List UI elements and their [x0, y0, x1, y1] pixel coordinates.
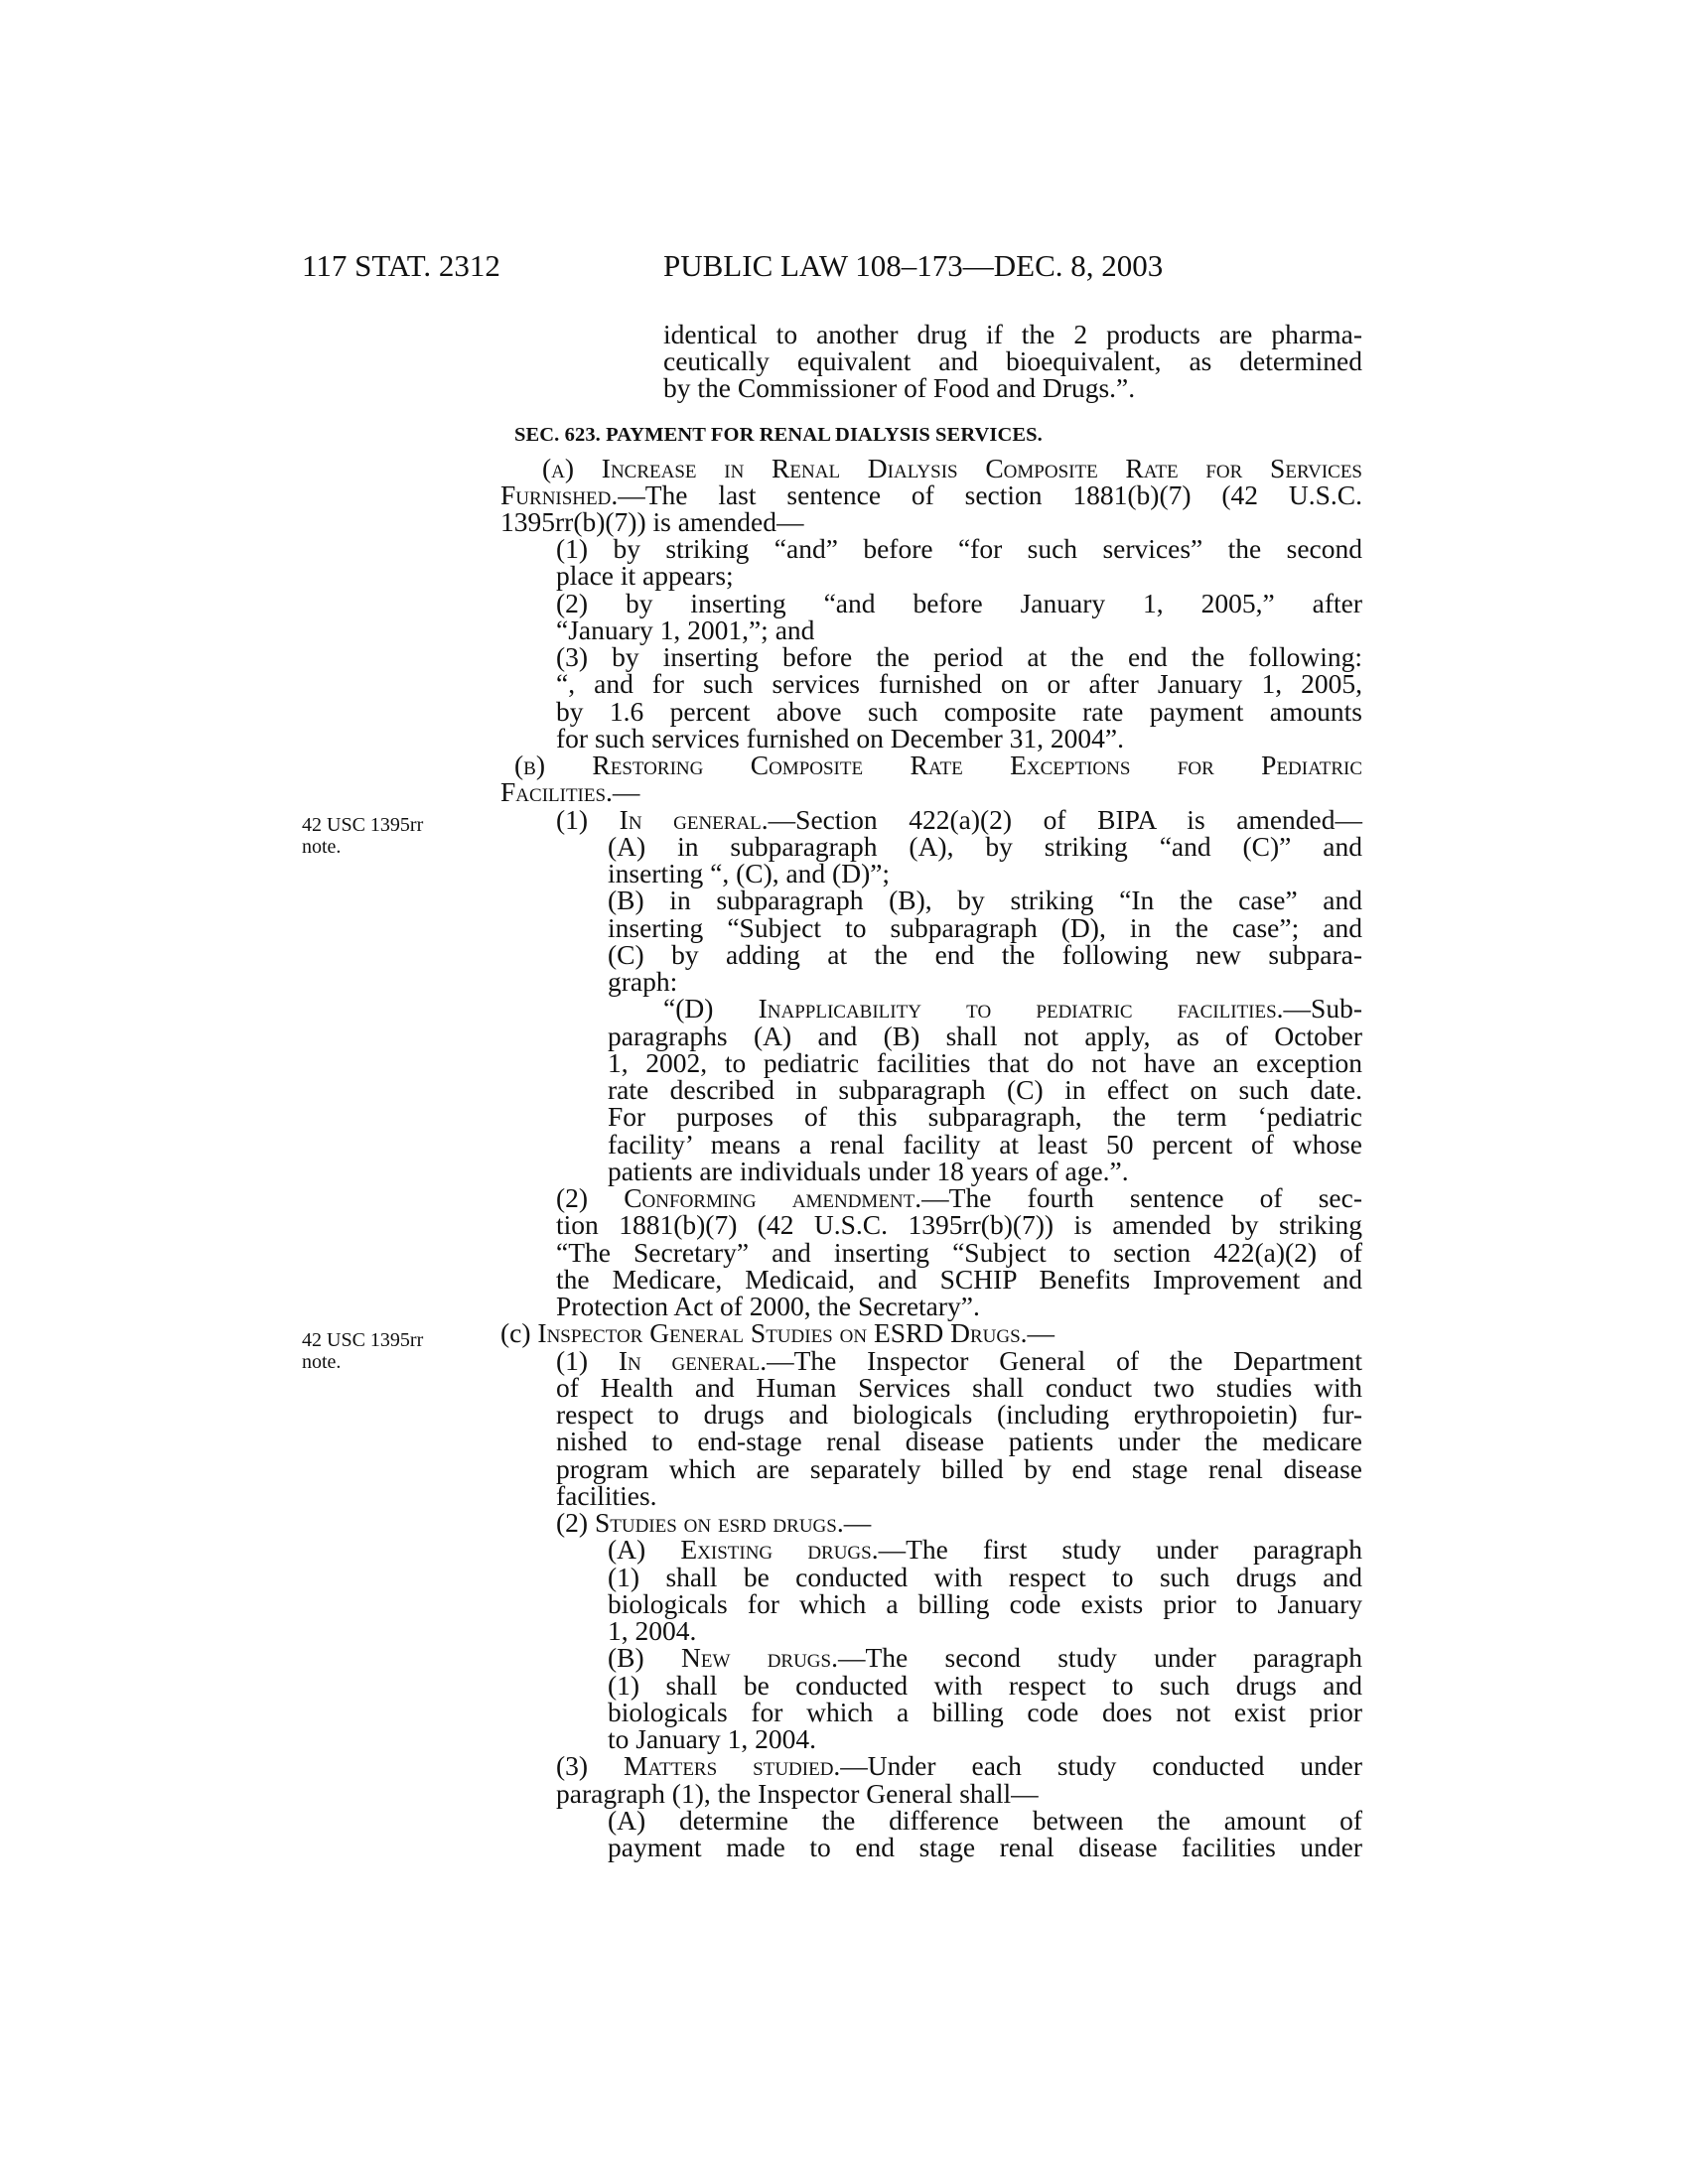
- subsection-b-heading-cont: Facilities.—: [500, 776, 640, 807]
- caption: Inspector General Studies on: [537, 1317, 874, 1348]
- text-line: (1) shall be conducted with respect to such drugs and: [608, 1562, 1362, 1592]
- text-line: ceutically equivalent and bioequivalent, as determined: [663, 345, 1362, 376]
- subsection-b-heading: (b) Restoring Composite Rate Exceptions for Pediatric: [514, 750, 1362, 780]
- caption: Studies on esrd drugs.—: [594, 1507, 872, 1538]
- section-heading: SEC. 623. PAYMENT FOR RENAL DIALYSIS SERVICES.: [514, 424, 1043, 446]
- text-line: (B) in subparagraph (B), by striking “In the case” and: [608, 885, 1362, 915]
- margin-note-code: 42 USC 1395rr: [302, 1329, 424, 1351]
- text-line: (2) by inserting “and before January 1, 2005,” after: [556, 588, 1362, 618]
- text-line: facility’ means a renal facility at least 50 percent of whose: [608, 1129, 1362, 1160]
- text-line: nished to end-stage renal disease patients under the medicare: [556, 1426, 1362, 1456]
- text-line: “The Secretary” and inserting “Subject to section 422(a)(2) of: [556, 1237, 1362, 1268]
- caption: New drugs.: [680, 1642, 838, 1673]
- text-line: rate described in subparagraph (C) in effect on such date.: [608, 1074, 1362, 1105]
- law-title: PUBLIC LAW 108–173—DEC. 8, 2003: [663, 248, 1164, 283]
- enum: (2): [556, 1507, 595, 1538]
- text-line: the Medicare, Medicaid, and SCHIP Benefits Improvement and: [556, 1264, 1362, 1295]
- text-line: inserting “Subject to subparagraph (D), in the case”; and: [608, 912, 1362, 943]
- text-line: biologicals for which a billing code does not exist prior: [608, 1697, 1362, 1727]
- caption: Drugs.—: [943, 1317, 1055, 1348]
- text-line: paragraphs (A) and (B) shall not apply, as of October: [608, 1021, 1362, 1051]
- margin-note-code: 42 USC 1395rr: [302, 814, 424, 836]
- text-line: [500, 481, 1362, 509]
- enum: (2): [556, 1182, 625, 1213]
- text-line: by the Commissioner of Food and Drugs.”.: [663, 372, 1136, 403]
- text-line: “, and for such services furnished on or after January 1, 2005,: [556, 668, 1362, 699]
- text-run: —Sub-: [1283, 993, 1362, 1024]
- text-line: of Health and Human Services shall conduct two studies with: [556, 1372, 1362, 1403]
- text-line: biologicals for which a billing code exists prior to January: [608, 1588, 1362, 1619]
- text-line: 1, 2002, to pediatric facilities that do not have an exception: [608, 1047, 1362, 1078]
- text-line: respect to drugs and biologicals (including erythropoietin) fur-: [556, 1399, 1362, 1430]
- enum: (3): [556, 1750, 625, 1781]
- subparagraph-cB-heading: [608, 1644, 1362, 1672]
- text-line: 1, 2004.: [608, 1615, 697, 1646]
- enum: (1): [556, 1345, 619, 1376]
- stat-citation: 117 STAT. 2312: [302, 248, 500, 283]
- caption: Existing drugs.: [680, 1534, 879, 1565]
- text-line: (A) in subparagraph (A), by striking “and (C)” and: [608, 831, 1362, 862]
- enum: (1): [556, 804, 620, 835]
- text-run: —The first study under paragraph: [878, 1534, 1362, 1565]
- text-line: graph:: [608, 966, 678, 997]
- text-line: (C) by adding at the end the following new subpara-: [608, 939, 1362, 970]
- margin-note-suffix: note.: [302, 1351, 342, 1373]
- text-run: —The second study under paragraph: [837, 1642, 1362, 1673]
- enum: (c): [500, 1317, 538, 1348]
- margin-note-suffix: note.: [302, 836, 342, 858]
- text-line: (A) determine the difference between the amount of: [608, 1805, 1362, 1836]
- text-line: by 1.6 percent above such composite rate payment amounts: [556, 696, 1362, 727]
- text-line: program which are separately billed by end stage renal disease: [556, 1453, 1362, 1484]
- text-run: —Under each study conducted under: [840, 1750, 1362, 1781]
- caption: In general.: [618, 1345, 768, 1376]
- paragraph-b1-heading: [556, 806, 1362, 834]
- text-run: —The Inspector General of the Department: [767, 1345, 1362, 1376]
- caption: In general.: [619, 804, 769, 835]
- enum: “(D): [663, 993, 759, 1024]
- text-line: (1) shall be conducted with respect to such drugs and: [608, 1670, 1362, 1701]
- paragraph-c2-heading: [556, 1509, 1362, 1537]
- text-line: 1395rr(b)(7)) is amended—: [500, 506, 804, 537]
- text-line: Protection Act of 2000, the Secretary”.: [556, 1291, 980, 1321]
- text-line: inserting “, (C), and (D)”;: [608, 858, 891, 888]
- caption: Matters studied.: [624, 1750, 841, 1781]
- text-line: “January 1, 2001,”; and: [556, 614, 815, 645]
- enum: (B): [608, 1642, 681, 1673]
- caption: Conforming amendment.: [624, 1182, 922, 1213]
- text-line: for such services furnished on December 31, 2004”.: [556, 723, 1124, 753]
- text-line: tion 1881(b)(7) (42 U.S.C. 1395rr(b)(7)) is amended by striking: [556, 1209, 1362, 1240]
- subsection-a-heading: (a) Increase in Renal Dialysis Composite Rate for Services: [542, 453, 1362, 483]
- paragraph-b2-heading: [556, 1184, 1362, 1212]
- subsection-c-heading: [500, 1319, 1362, 1347]
- subparagraph-d-heading: [663, 995, 1362, 1023]
- text-line: payment made to end stage renal disease facilities under: [608, 1832, 1362, 1862]
- text-run: —The last sentence of section 1881(b)(7) (42 U.S.C.: [618, 479, 1362, 510]
- text-line: identical to another drug if the 2 products are pharma-: [663, 319, 1362, 349]
- paragraph-c3-heading: [556, 1752, 1362, 1780]
- text-run: —The fourth sentence of sec-: [921, 1182, 1362, 1213]
- paragraph-c1-heading: [556, 1347, 1362, 1375]
- subparagraph-cA-heading: [608, 1536, 1362, 1564]
- text-run: —Section 422(a)(2) of BIPA is amended—: [768, 804, 1362, 835]
- text-line: For purposes of this subparagraph, the term ‘pediatric: [608, 1101, 1362, 1132]
- margin-note-b1: [302, 814, 423, 858]
- text-line: patients are individuals under 18 years of age.”.: [608, 1156, 1129, 1186]
- caption: Inapplicability to pediatric facilities.: [758, 993, 1284, 1024]
- text-line: to January 1, 2004.: [608, 1723, 817, 1754]
- text-line: place it appears;: [556, 560, 734, 591]
- text-line: (1) by striking “and” before “for such services” the second: [556, 533, 1362, 564]
- text-line: facilities.: [556, 1480, 657, 1511]
- enum: (A): [608, 1534, 681, 1565]
- text-line: (3) by inserting before the period at the end the following:: [556, 641, 1362, 672]
- text-line: paragraph (1), the Inspector General shall—: [556, 1778, 1039, 1809]
- caption-acronym: ESRD: [873, 1317, 944, 1348]
- margin-note-c: [302, 1329, 423, 1373]
- subsection-a-heading-cont: Furnished.: [500, 479, 619, 510]
